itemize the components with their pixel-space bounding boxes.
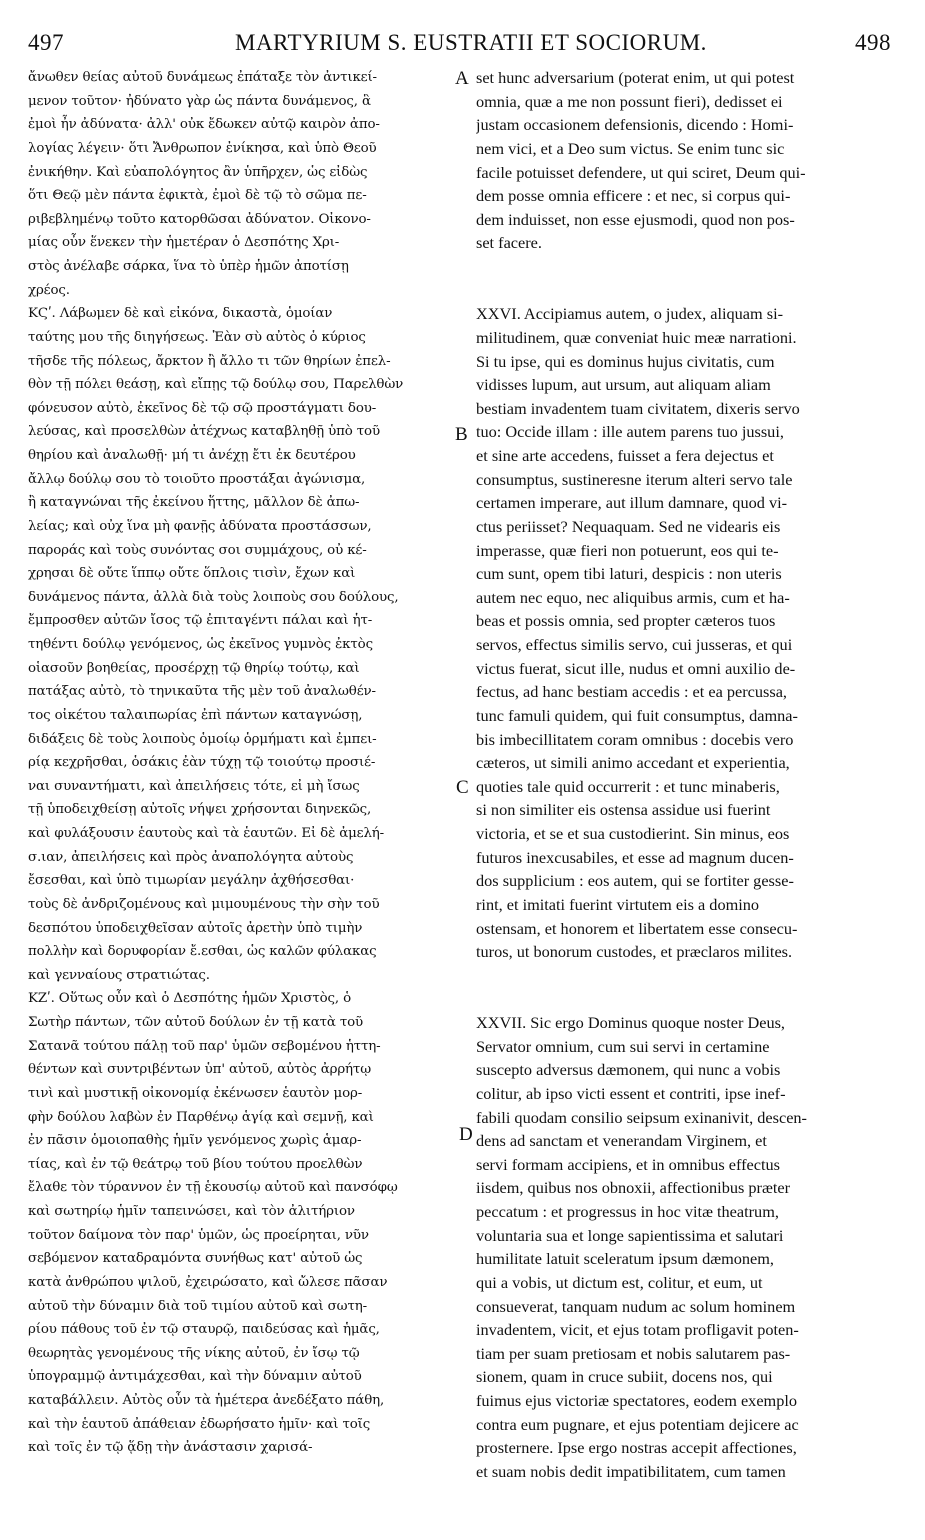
latin-text-line: set hunc adversarium (poterat enim, ut qui potest <box>476 68 795 87</box>
latin-text-line: servos, effectus similis servo, cui jusseras, et qui <box>476 635 793 654</box>
latin-text-line: voluntaria sua et longe sapientissima et salutari <box>476 1225 784 1245</box>
margin-marker-a: A <box>455 68 469 89</box>
latin-text-line <box>476 964 890 988</box>
greek-text-line: τῇ ὑποδειχθείσῃ αὐτοῖς νήψει χρήσονται διηνεκῶς, <box>28 802 372 818</box>
greek-text-line: χρησαι δὲ οὔτε ἵππῳ οὔτε ὅπλοις τισὶν, ἔχων καὶ <box>28 566 356 582</box>
greek-text-line: ἐνικήθην. Καὶ εὐαπολόγητος ἂν ὑπῆρχεν, ὡς εἰδὼς <box>28 164 368 180</box>
latin-text-line: Si tu ipse, qui es dominus hujus civitatis, cum <box>476 351 775 371</box>
greek-text-line: ἄλλῳ δούλῳ σου τὸ τοιοῦτο προστάξαι ἀγώνισμα, <box>28 471 366 487</box>
greek-text-line: ἐμοὶ ἦν ἀδύνατα· ἀλλ' οὐκ ἔδωκεν αὐτῷ καιρὸν ἀπο- <box>28 117 380 133</box>
margin-marker-c: C <box>456 777 469 798</box>
greek-text-line: στὸς ἀνέλαβε σάρκα, ἵνα τὸ ὑπὲρ ἡμῶν ἀποτίσῃ <box>28 259 349 274</box>
greek-text-line: πατάξας αὐτὸ, τὸ τηνικαῦτα τῆς μὲν τοῦ ἀναλωθέν- <box>28 684 376 700</box>
greek-text-line: ἄνωθεν θείας αὐτοῦ δυνάμεως ἐπάταξε τὸν ἀντικεί- <box>28 70 377 85</box>
latin-text-line: fectus, ad hanc bestiam accedis : et ea percussa, <box>476 682 788 702</box>
latin-text-line: XXVII. Sic ergo Dominus quoque noster Deus, <box>476 1013 786 1032</box>
greek-text-line: αὐτοῦ τὴν δύναμιν διὰ τοῦ τιμίου αὐτοῦ καὶ σωτη- <box>28 1298 367 1314</box>
greek-text-line: κατὰ ἀνθρώπου ψιλοῦ, ἐχειρώσατο, καὶ ὤλεσε πᾶσαν <box>28 1274 388 1290</box>
latin-text-line: futuros inexcusabiles, et esse ad magnum ducen- <box>476 847 794 867</box>
latin-text-line <box>476 255 890 279</box>
latin-text-line: imperasse, quæ fieri non potuerunt, eos qui te- <box>476 540 779 560</box>
greek-text-line: διδάξεις δὲ τοὺς λοιποὺς ὁμοίῳ ὁρμήματι καὶ ἐμπει- <box>28 731 377 747</box>
latin-text-line: quoties tale quid occurrerit : et tunc minaberis, <box>476 776 780 796</box>
latin-text-line: invadentem, vicit, et ejus totam profligavit poten- <box>476 1320 799 1340</box>
greek-text-line: παροράς καὶ τοὺς συνόντας σοι συμμάχους, οὐ κέ- <box>28 542 367 558</box>
greek-text-line: ἔμπροσθεν αὐτῶν ἴσος τῷ ἐπιταγέντι πάλαι καὶ ἡτ- <box>28 613 373 629</box>
greek-text-line: ΚΖʹ. Οὕτως οὖν καὶ ὁ Δεσπότης ἡμῶν Χριστὸς, ὁ <box>28 991 352 1007</box>
greek-column <box>28 66 460 1460</box>
latin-text-line: autem nec equo, nec aliquibus armis, cum et ha- <box>476 587 790 607</box>
latin-text-line: iisdem, quibus nos obnoxii, affectionibus præter <box>476 1178 790 1198</box>
latin-text-line: et sine arte accedens, fuisset a fera dejectus et <box>476 446 774 465</box>
latin-text-line: XXVI. Accipiamus autem, o judex, aliquam si- <box>476 304 784 324</box>
latin-text-line: peccatum : et progressus in hoc vitæ theatrum, <box>476 1202 779 1221</box>
latin-text-line: ostensam, et honorem et libertatem esse consecu- <box>476 918 798 938</box>
latin-text-line: tunc famuli quidem, qui fuit consumptus, damna- <box>476 705 798 725</box>
greek-text-line: ρίου πάθους τοῦ ἐν τῷ σταυρῷ, παιδεύσας καὶ ἡμᾶς, <box>28 1322 380 1338</box>
greek-text-line: καὶ σωτηρίῳ ἡμῖν ταπεινώσει, καὶ τὸν ἀλιτήριον <box>28 1204 355 1219</box>
latin-text-line: fuimus ejus victoriæ spectatores, eodem exemplo <box>476 1391 798 1410</box>
latin-text-line: set facere. <box>476 233 542 253</box>
latin-text-line: dens ad sanctam et venerandam Virginem, et <box>476 1131 767 1151</box>
greek-text-line: φὴν δούλου λαβὼν ἐν Παρθένῳ ἁγίᾳ καὶ σεμνῇ, καὶ <box>28 1109 374 1125</box>
greek-text-line: θηρίου καὶ ἀναλωθῇ· μή τι ἀνέχῃ ἔτι ἐκ δευτέρου <box>28 448 356 463</box>
latin-text-line: certamen imperare, aut illum damnare, quod vi- <box>476 493 788 513</box>
running-title: MARTYRIUM S. EUSTRATII ET SOCIORUM. <box>235 30 707 55</box>
greek-text-line: Σωτὴρ πάντων, τῶν αὐτοῦ δούλων ἐν τῇ κατὰ τοῦ <box>28 1015 363 1030</box>
latin-text-line: bis imbecillitatem coram omnibus : docebis vero <box>476 729 794 749</box>
greek-text-line: τος οἰκέτου ταλαιπωρίας ἐπὶ πάντων καταγνώσῃ, <box>28 707 363 723</box>
latin-text-line: tiam per suam pretiosam et nobis salutarem pas- <box>476 1343 791 1363</box>
margin-marker-b: B <box>455 424 468 445</box>
greek-text-line: τίας, καὶ ἐν τῷ θεάτρῳ τοῦ βίου τούτου προελθὼν <box>28 1156 363 1172</box>
latin-text-line: victoria, et se et sua custodierint. Sin minus, eos <box>476 824 790 843</box>
greek-text-line: λεύσας, καὶ προσελθὼν ἀτέχνως καταβληθῇ ὑπὸ τοῦ <box>28 424 380 440</box>
page-header <box>0 30 925 60</box>
page-number-left: 497 <box>28 30 64 55</box>
latin-text-line: cæteros, ut simili animo accedant et experientia, <box>476 753 790 773</box>
latin-text-line: nem vici, et a Deo sum victus. Se enim tunc sic <box>476 138 785 158</box>
greek-text-line: σ.ιαν, ἀπειλήσεις καὶ πρὸς ἀναπολόγητα αὐτοὺς <box>28 849 354 865</box>
greek-text-line: ναι συναντήματι, καὶ ἀπειλήσεις τότε, εἰ μὴ ἴσως <box>28 778 360 794</box>
greek-text-line: πολλὴν καὶ δορυφορίαν ἔ.εσθαι, ὡς καλῶν φύλακας <box>28 944 377 960</box>
greek-text-line: θὸν τῇ πόλει θεάσῃ, καὶ εἴπῃς τῷ δούλῳ σου, Παρελθὼν <box>28 377 404 393</box>
greek-text-line: καὶ τὴν ἑαυτοῦ ἀπάθειαν ἐδωρήσατο ἡμῖν· καὶ τοῖς <box>28 1416 371 1432</box>
latin-text-line: colitur, ab ipso victi essent et contriti, ipse inef- <box>476 1083 786 1103</box>
latin-text-line: dos supplicium : eos autem, qui se fortiter gesse- <box>476 871 794 891</box>
greek-text-line: τινὶ καὶ μυστικῇ οἰκονομίᾳ ἐκένωσεν ἑαυτὸν μορ- <box>28 1085 363 1101</box>
greek-text-line: ἔσεσθαι, καὶ ὑπὸ τιμωρίαν μεγάλην ἀχθήσεσθαι· <box>28 873 355 889</box>
latin-text-line: omnia, quæ a me non possunt fieri), dedisset ei <box>476 91 783 111</box>
greek-text-line: τηθέντι δούλῳ γενόμενος, ὡς ἐκεῖνος γυμνὸς ἐκτὸς <box>28 637 373 652</box>
greek-text-line: λείας; καὶ οὐχ ἵνα μὴ φανῇς ἀδύνατα προστάσσων, <box>28 518 372 534</box>
greek-text-line: θεωρητὰς γενομένους τῆς νίκης αὐτοῦ, ἐν ἴσῳ τῷ <box>28 1345 360 1361</box>
greek-text-line: δεσπότου ὑποδειχθεῖσαν αὐτοῖς ἀρετὴν ὑπὸ τιμὴν <box>28 920 363 936</box>
latin-text-line: dem posse omnia efficere : et nec, si corpus qui- <box>476 186 791 206</box>
latin-text-line <box>476 279 890 303</box>
latin-text-line: consumptus, sustineresne iterum alteri servo tale <box>476 469 793 489</box>
latin-text-line: servi formam accipiens, et in omnibus effectus <box>476 1154 780 1174</box>
greek-text-line: καταβάλλειν. Αὐτὸς οὖν τὰ ἡμέτερα ἀνεδέξατο πάθη, <box>28 1393 385 1408</box>
greek-text-line: ταύτης μου τῆς διηγήσεως. Ἐὰν σὺ αὐτὸς ὁ κύριος <box>28 329 366 345</box>
latin-text-line: rint, et imitati fuerint virtutem eis a domino <box>476 894 760 914</box>
latin-text-line: dem induisset, non esse ejusmodi, quod non pos- <box>476 209 795 229</box>
latin-text-line: si non similiter eis ostensa assidue usi fuerint <box>476 800 771 820</box>
latin-text-line: sionem, quam in cruce subiit, docens nos, qui <box>476 1367 773 1387</box>
greek-text-line: ἔλαθε τὸν τύραννον ἐν τῇ ἑκουσίῳ αὐτοῦ καὶ πανσόφῳ <box>28 1180 398 1196</box>
latin-text-line: contra eum pugnare, et ejus potentiam dejicere ac <box>476 1414 799 1434</box>
greek-text-line: σεβόμενον καταδραμόντα συνήθως κατ' αὐτοῦ ὡς <box>28 1251 363 1267</box>
latin-text-line: facile potuisset defendere, ut qui sciret, Deum qui- <box>476 162 806 182</box>
greek-text-line: μενον τοῦτον· ἠδύνατο γὰρ ὡς πάντα δυνάμενος, ἃ <box>28 93 371 109</box>
latin-text-line: consueverat, tanquam nudum ac solum hominem <box>476 1296 796 1316</box>
latin-text-line: militudinem, quæ conveniat huic meæ narrationi. <box>476 327 797 347</box>
greek-text-line: ριβεβλημένῳ τοῦτο κατορθῶσαι ἀδύνατον. Οἰκονο- <box>28 211 371 227</box>
latin-text-line: et suam nobis dedit impatibilitatem, cum tamen <box>476 1461 786 1481</box>
latin-text-line: ctus periisset? Nequaquam. Sed ne videaris eis <box>476 516 781 536</box>
greek-text-line: ἢ καταγνώναι τῆς ἐκείνου ἥττης, μᾶλλον δὲ ἀπω- <box>28 495 360 511</box>
latin-text-line: fabili quodam consilio seipsum exinanivit, descen- <box>476 1107 807 1127</box>
greek-text-line: τῆσδε τῆς πόλεως, ἄρκτον ἢ ἄλλο τι τῶν θηρίων ἐπελ- <box>28 353 391 369</box>
greek-text-line: Σατανᾶ τούτου πάλῃ τοῦ παρ' ὑμῶν σεβομένου ἡττη- <box>28 1038 381 1054</box>
margin-marker-d: D <box>459 1124 473 1145</box>
greek-text-line: θέντων καὶ συντριβέντων ὑπ' αὐτοῦ, αὐτὸς ἀρρήτῳ <box>28 1062 371 1078</box>
greek-text-line: φόνευσον αὐτὸ, ἐκεῖνος δὲ τῷ σῷ προστάγματι δου- <box>28 400 377 416</box>
greek-text-line: δυνάμενος πάντα, ἀλλὰ διὰ τοὺς λοιποὺς σου δούλους, <box>28 589 399 605</box>
greek-text-line: καὶ γενναίους στρατιώτας. <box>28 967 210 983</box>
greek-text-line: ὑπογραμμῷ ἀντιμάχεσθαι, καὶ τὴν δύναμιν αὐτοῦ <box>28 1369 362 1385</box>
latin-text-line: victus fuerat, sicut ille, nudus et omni auxilio de- <box>476 658 796 678</box>
greek-text-line: τοῦτον δαίμονα τὸν παρ' ὑμῶν, ὡς προείρηται, νῦν <box>28 1227 369 1243</box>
greek-text-line: λογίας λέγειν· ὅτι Ἄνθρωπον ἐνίκησα, καὶ ὑπὸ Θεοῦ <box>28 140 377 156</box>
greek-text-line: τοὺς δὲ ἀνδριζομένους καὶ μιμουμένους τὴν σὴν τοῦ <box>28 896 380 912</box>
greek-text-line: ἐν πᾶσιν ὁμοιοπαθὴς ἡμῖν γενόμενος χωρὶς ἁμαρ- <box>28 1133 362 1149</box>
greek-text-line: οἱασοῦν βοηθείας, προσέρχῃ τῷ θηρίῳ τούτῳ, καὶ <box>28 660 360 676</box>
latin-text-line <box>476 987 890 1011</box>
latin-text-line: vidisses lupum, aut ursum, aut aliquam aliam <box>476 375 771 395</box>
latin-text-line: justam occasionem defensionis, dicendo : Homi- <box>476 115 794 135</box>
greek-text-line: ὅτι Θεῷ μὲν πάντα ἐφικτὰ, ἐμοὶ δὲ τῷ τὸ σῶμα πε- <box>28 188 367 204</box>
greek-text-line: ΚϚʹ. Λάβωμεν δὲ καὶ εἰκόνα, δικαστὰ, ὁμοίαν <box>28 306 333 322</box>
latin-text-line: bestiam invadentem tuam civitatem, dixeris servo <box>476 398 800 418</box>
latin-text-line: prosternere. Ipse ergo nostras accepit affectiones, <box>476 1438 797 1458</box>
greek-text-line: καὶ τοῖς ἐν τῷ ᾅδῃ τὴν ἀνάστασιν χαρισά- <box>28 1440 313 1456</box>
greek-text-line: καὶ φυλάξουσιν ἑαυτοὺς καὶ τὰ ἑαυτῶν. Εἰ δὲ ἀμελή- <box>28 826 385 841</box>
greek-text-line: χρέος. <box>28 282 70 298</box>
page-number-right: 498 <box>855 30 891 55</box>
latin-text-line: Servator omnium, cum sui servi in certamine <box>476 1036 770 1056</box>
latin-text-line: beas et possis omnia, sed propter cæteros tuos <box>476 611 776 631</box>
latin-text-line: qui a vobis, ut dictum est, colitur, et eum, ut <box>476 1272 763 1292</box>
greek-text-line: ρίᾳ κεχρῆσθαι, ὁσάκις ἐὰν τύχῃ τῷ τοιούτῳ προσιέ- <box>28 755 376 771</box>
latin-text-line: cum sunt, opem tibi laturi, despicis : non uteris <box>476 564 782 584</box>
latin-text-line: humilitate latuit sceleratum ipsum dæmonem, <box>476 1249 774 1269</box>
latin-text-line: turos, ut bonorum custodes, et præclaros milites. <box>476 942 793 962</box>
latin-text-line: tuo: Occide illam : ille autem parens tuo jussui, <box>476 422 784 442</box>
latin-column <box>476 66 890 1484</box>
greek-text-line: μίας οὖν ἕνεκεν τὴν ἡμετέραν ὁ Δεσπότης Χρι- <box>28 235 340 251</box>
latin-text-line: suscepto adversus dæmonem, qui nunc a vobis <box>476 1060 781 1080</box>
